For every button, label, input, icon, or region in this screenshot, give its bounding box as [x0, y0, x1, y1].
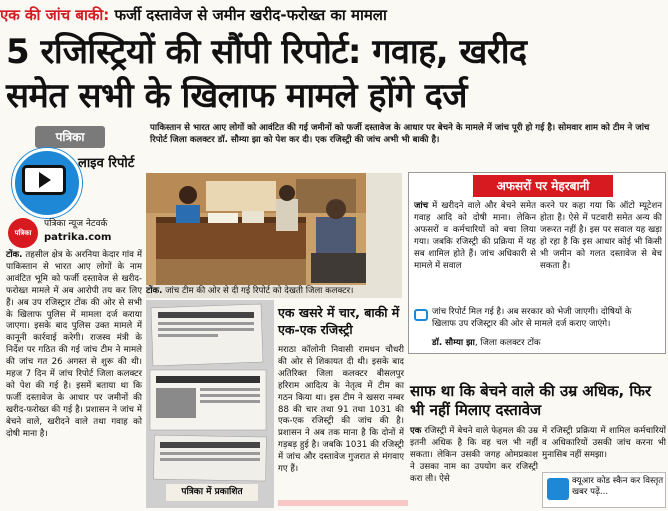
qr-code-icon [547, 478, 569, 500]
kicker-text: फर्जी दस्तावेज से जमीन खरीद-फरोख्त का मामला [109, 6, 387, 24]
photo-caption-text: जांच टीम की ओर से दी गई रिपोर्ट को देखती जिला कलक्टर। [162, 286, 354, 296]
sidebar-box-text-1: में खरीदने वाले और बेचने समेत गवाह आदि को दोषी माना। लेकिन अफसरों व कर्मचारियों को बचा लिया गया। जबकि रजिस्ट्री की प्रक्रिया में यह सब शामिल होते हैं। जांच अधिकारी से मामले में सवाल [414, 201, 536, 271]
collector-role: , जिला कलक्टर टोंक [474, 338, 541, 348]
kicker [0, 2, 668, 28]
patrika-url[interactable]: patrika.com [44, 232, 112, 243]
headline-line-2: समेत सभी के खिलाफ मामले होंगे दर्ज [6, 76, 468, 116]
office-scene-illustration [146, 173, 402, 285]
sidebar-box-col-1 [414, 200, 536, 272]
live-report-label: लाइव रिपोर्ट [78, 156, 135, 171]
sidebar-box-col-2: करने पर कहा गया कि ऑटो म्यूटेशन होता है। ऐसे में पटवारी समेत अन्य की जरूरत नहीं है। इस पर सवाल यह खड़ा हो रहा है कि इस आधार कोई भी किसी भी जमीन को गलत दस्तावेज से बेच सकता है। [540, 201, 662, 271]
quote-icon [414, 309, 428, 321]
clipping-caption: पत्रिका में प्रकाशित [166, 484, 258, 501]
patrika-label: पत्रिका [35, 126, 105, 148]
collector-signature [432, 337, 658, 349]
news-photo [146, 173, 402, 285]
section-age-lead: एक [410, 426, 422, 436]
sidebar-box-lead: जांच [414, 201, 429, 211]
article-text: तहसील क्षेत्र के अरनिया केदार गांव में पाकिस्तान से भारत आए लोगों के नाम आवंटित भूमि को फर्जी दस्तावेज से खरीद-फरोख्त मामले में अब आरोपी तय कर लिए हैं। अब उप रजिस्ट्रार टोंक की ओर से सभी के खिलाफ पुलिस में मामला दर्ज कराया जाएगा। इसके बाद पुलिस उक्त मामले में कानूनी कार्रवाई करेगी। राजस्व मंत्री के निर्देश पर गठित की गई जांच टीम ने मामले की जांच गत 26 अगस्त से शुरू की थी। महज 7 दिन में जांच रिपोर्ट जिला कलक्टर को पेश की गई है। इसमें बताया था कि फर्जी दस्तावेज के आधार पर जमीनों की खरीद-फरोख्त की गई है। प्रशासन ने जांच में बेचने वाले, खरीदने वाले तथा गवाह को दोषी माना है। [6, 250, 142, 439]
section-age-text: रजिस्ट्री में बेचने वाले फेहमल की उम्र इतनी अधिक है कि वह चल भी नहीं सकता। लेकिन उसकी जगह ओमप्रकाश ने उसका नाम का उपयोग कर रजिस्ट्री करा ली। ऐसे [410, 426, 538, 484]
play-icon [39, 172, 51, 188]
kicker-highlight: एक की जांच बाकी: [0, 6, 110, 24]
section-body-khasra: मराठा कॉलोनी निवासी रामधन चौधरी की ओर से शिकायत दी थी। इसके बाद अतिरिक्त जिला कलक्टर बीसलपुर हरिराम आदित्य के नेतृत्व में टीम का गठन किया था। इस टीम ने खसरा नम्बर 88 की चार तथा 91 तथा 1031 की एक-एक रजिस्ट्री की जांच की है। प्रशासन ने अब तक माना है कि दोनों में गड़बड़ हुई है। जबकि 1031 की रजिस्ट्री में जांच और दस्तावेज गुजरात से मंगवाए गए हैं। [278, 345, 404, 475]
network-label: पत्रिका न्यूज नेटवर्क [44, 219, 108, 229]
photo-caption [146, 285, 402, 298]
section-body-age-2: में रजिस्ट्री प्रक्रिया में शामिल कर्मचारियों व अधिकारियों उसकी जांच करना भी मुनासिब नहीं समझा। [542, 426, 666, 460]
headline-line-1: 5 रजिस्ट्रियों की सौंपी रिपोर्ट: गवाह, खरीद [6, 32, 527, 72]
continuation-strip [278, 500, 408, 506]
photo-caption-lead: टोंक. [146, 286, 163, 296]
section-heading-age: साफ था कि बेचने वाले की उम्र अधिक, फिर भी नहीं मिलाए दस्तावेज [410, 382, 652, 419]
section-heading-khasra: एक खसरे में चार, बाकी में एक-एक रजिस्ट्री [278, 305, 400, 337]
collector-quote: जांच रिपोर्ट मिल गई है। अब सरकार को भेजी जाएगी। दोषियों के खिलाफ उप रजिस्ट्रार की ओर से मामले दर्ज कराए जाएंगे। [432, 307, 632, 329]
article-body-left [6, 250, 142, 441]
section-body-age-1 [410, 425, 538, 485]
clippings-illustration [146, 300, 274, 508]
dateline: टोंक. [6, 250, 23, 260]
intro-text: पाकिस्तान से भारत आए लोगों को आवंटित की गई जमीनों को फर्जी दस्तावेज के आधार पर बेचने के मामले में जांच पूरी हो गई है। सोमवार शाम को टीम ने जांच रिपोर्ट जिला कलक्टर डॉ. सौम्या झा को पेश कर दी। एक रजिस्ट्री की जांच अभी भी बाकी है। [150, 123, 650, 145]
headline [6, 30, 666, 118]
collector-name: डॉ. सौम्या झा [432, 338, 475, 348]
qr-prompt-text: क्यूआर कोड स्कैन कर विस्तृत खबर पढ़ें... [572, 476, 664, 497]
patrika-logo: पत्रिका [8, 218, 38, 248]
sidebar-box-title: अफसरों पर मेहरबानी [473, 175, 613, 197]
newspaper-clippings [146, 300, 274, 508]
